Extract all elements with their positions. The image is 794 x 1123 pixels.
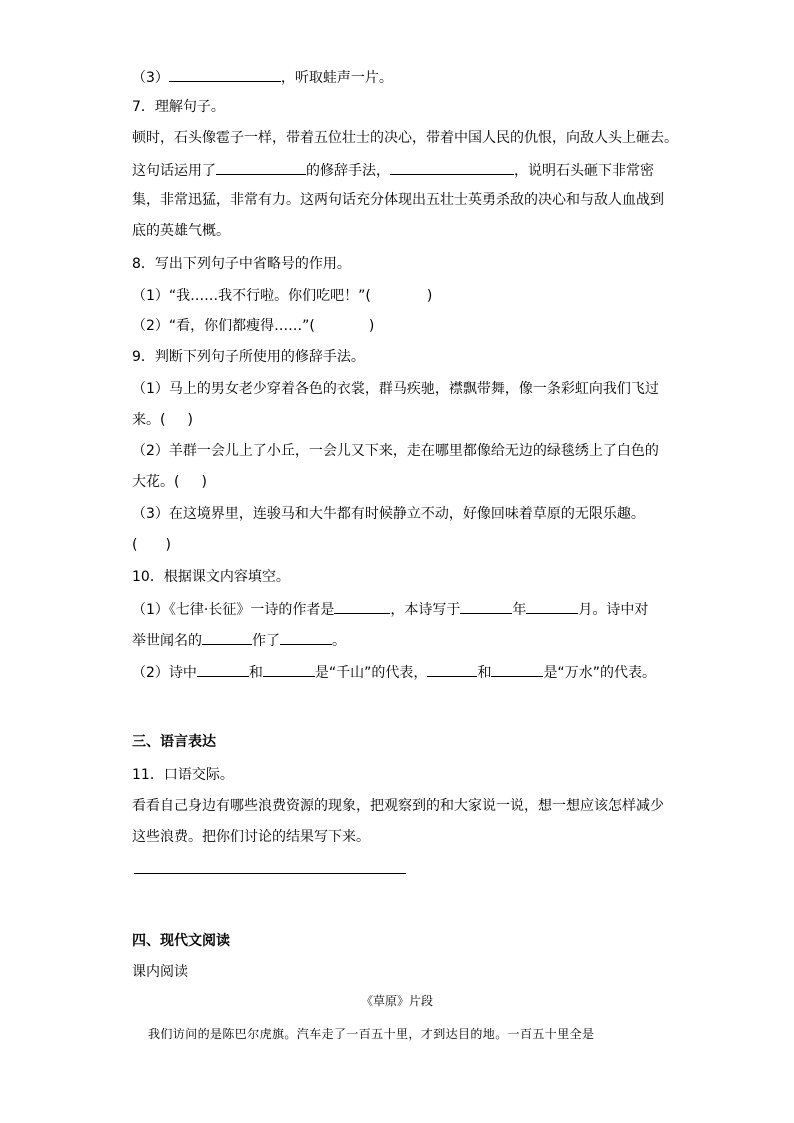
q9-item2-line1: （2）羊群一会儿上了小丘，一会儿又下来，走在哪里都像给无边的绿毯绣上了白色的: [132, 443, 659, 459]
answer-blank[interactable]: [460, 598, 512, 614]
q7-title: 7．理解句子。: [132, 99, 225, 115]
q7-line4: 底的英雄气概。: [132, 223, 230, 239]
passage-line1: 我们访问的是陈巴尔虎旗。汽车走了一百五十里，才到达目的地。一百五十里全是: [148, 1027, 595, 1041]
answer-blank[interactable]: [334, 598, 390, 614]
answer-blank[interactable]: [263, 661, 315, 677]
answer-blank[interactable]: [280, 629, 332, 645]
answer-blank[interactable]: [427, 661, 477, 677]
answer-blank[interactable]: [216, 159, 306, 175]
q11-answer-line[interactable]: [134, 872, 406, 874]
q8-title: 8．写出下列句子中省略号的作用。: [132, 256, 351, 272]
answer-blank[interactable]: [197, 661, 249, 677]
q11-line1: 看看自己身边有哪些浪费资源的现象，把观察到的和大家说一说，想一想应该怎样减少: [132, 798, 664, 814]
q11-title: 11．口语交际。: [132, 767, 234, 783]
q11-line2: 这些浪费。把你们讨论的结果写下来。: [132, 829, 370, 845]
answer-blank[interactable]: [491, 661, 543, 677]
q10-item2: （2）诗中 和 是“千山”的代表， 和 是“万水”的代表。: [132, 661, 656, 683]
q9-item1-line1: （1）马上的男女老少穿着各色的衣裳，群马疾驰，襟飘带舞，像一条彩虹向我们飞过: [132, 381, 659, 397]
q9-item2-line2: 大花。( ): [132, 474, 207, 490]
q7-line3: 集，非常迅猛，非常有力。这两句话充分体现出五壮士英勇杀敌的决心和与敌人血战到: [132, 192, 664, 208]
q9-item3-line1: （3）在这境界里，连骏马和大牛都有时候静立不动，好像回味着草原的无限乐趣。: [132, 506, 645, 522]
section4-subheading: 课内阅读: [132, 964, 188, 980]
answer-blank[interactable]: [390, 159, 514, 175]
q9-title: 9．判断下列句子所使用的修辞手法。: [132, 349, 365, 365]
q10-item1-line2: 举世闻名的 作了 。: [132, 629, 346, 651]
q8-item2: （2）“看，你们都瘦得……”( ): [132, 318, 375, 334]
q10-item1-line1: （1）《七律·长征》一诗的作者是 ，本诗写于 年 月。诗中对: [132, 598, 648, 620]
q7-line1: 顿时，石头像雹子一样，带着五位壮士的决心，带着中国人民的仇恨，向敌人头上砸去。: [132, 130, 678, 146]
answer-blank[interactable]: [169, 66, 281, 82]
q9-item1-line2: 来。( ): [132, 412, 193, 428]
section3-heading: 三、语言表达: [132, 734, 216, 750]
answer-blank[interactable]: [202, 629, 252, 645]
q9-item3-line2: ( ): [132, 537, 171, 553]
q7-line2: 这句话运用了 的修辞手法， ，说明石头砸下非常密: [132, 159, 654, 181]
q6-item3: （3） ，听取蛙声一片。: [132, 66, 393, 88]
section4-heading: 四、现代文阅读: [132, 933, 230, 949]
q10-title: 10．根据课文内容填空。: [132, 569, 290, 585]
passage-title: 《草原》片段: [360, 994, 433, 1008]
answer-blank[interactable]: [526, 598, 578, 614]
q8-item1: （1）“我……我不行啦。你们吃吧！”( ): [132, 288, 433, 304]
